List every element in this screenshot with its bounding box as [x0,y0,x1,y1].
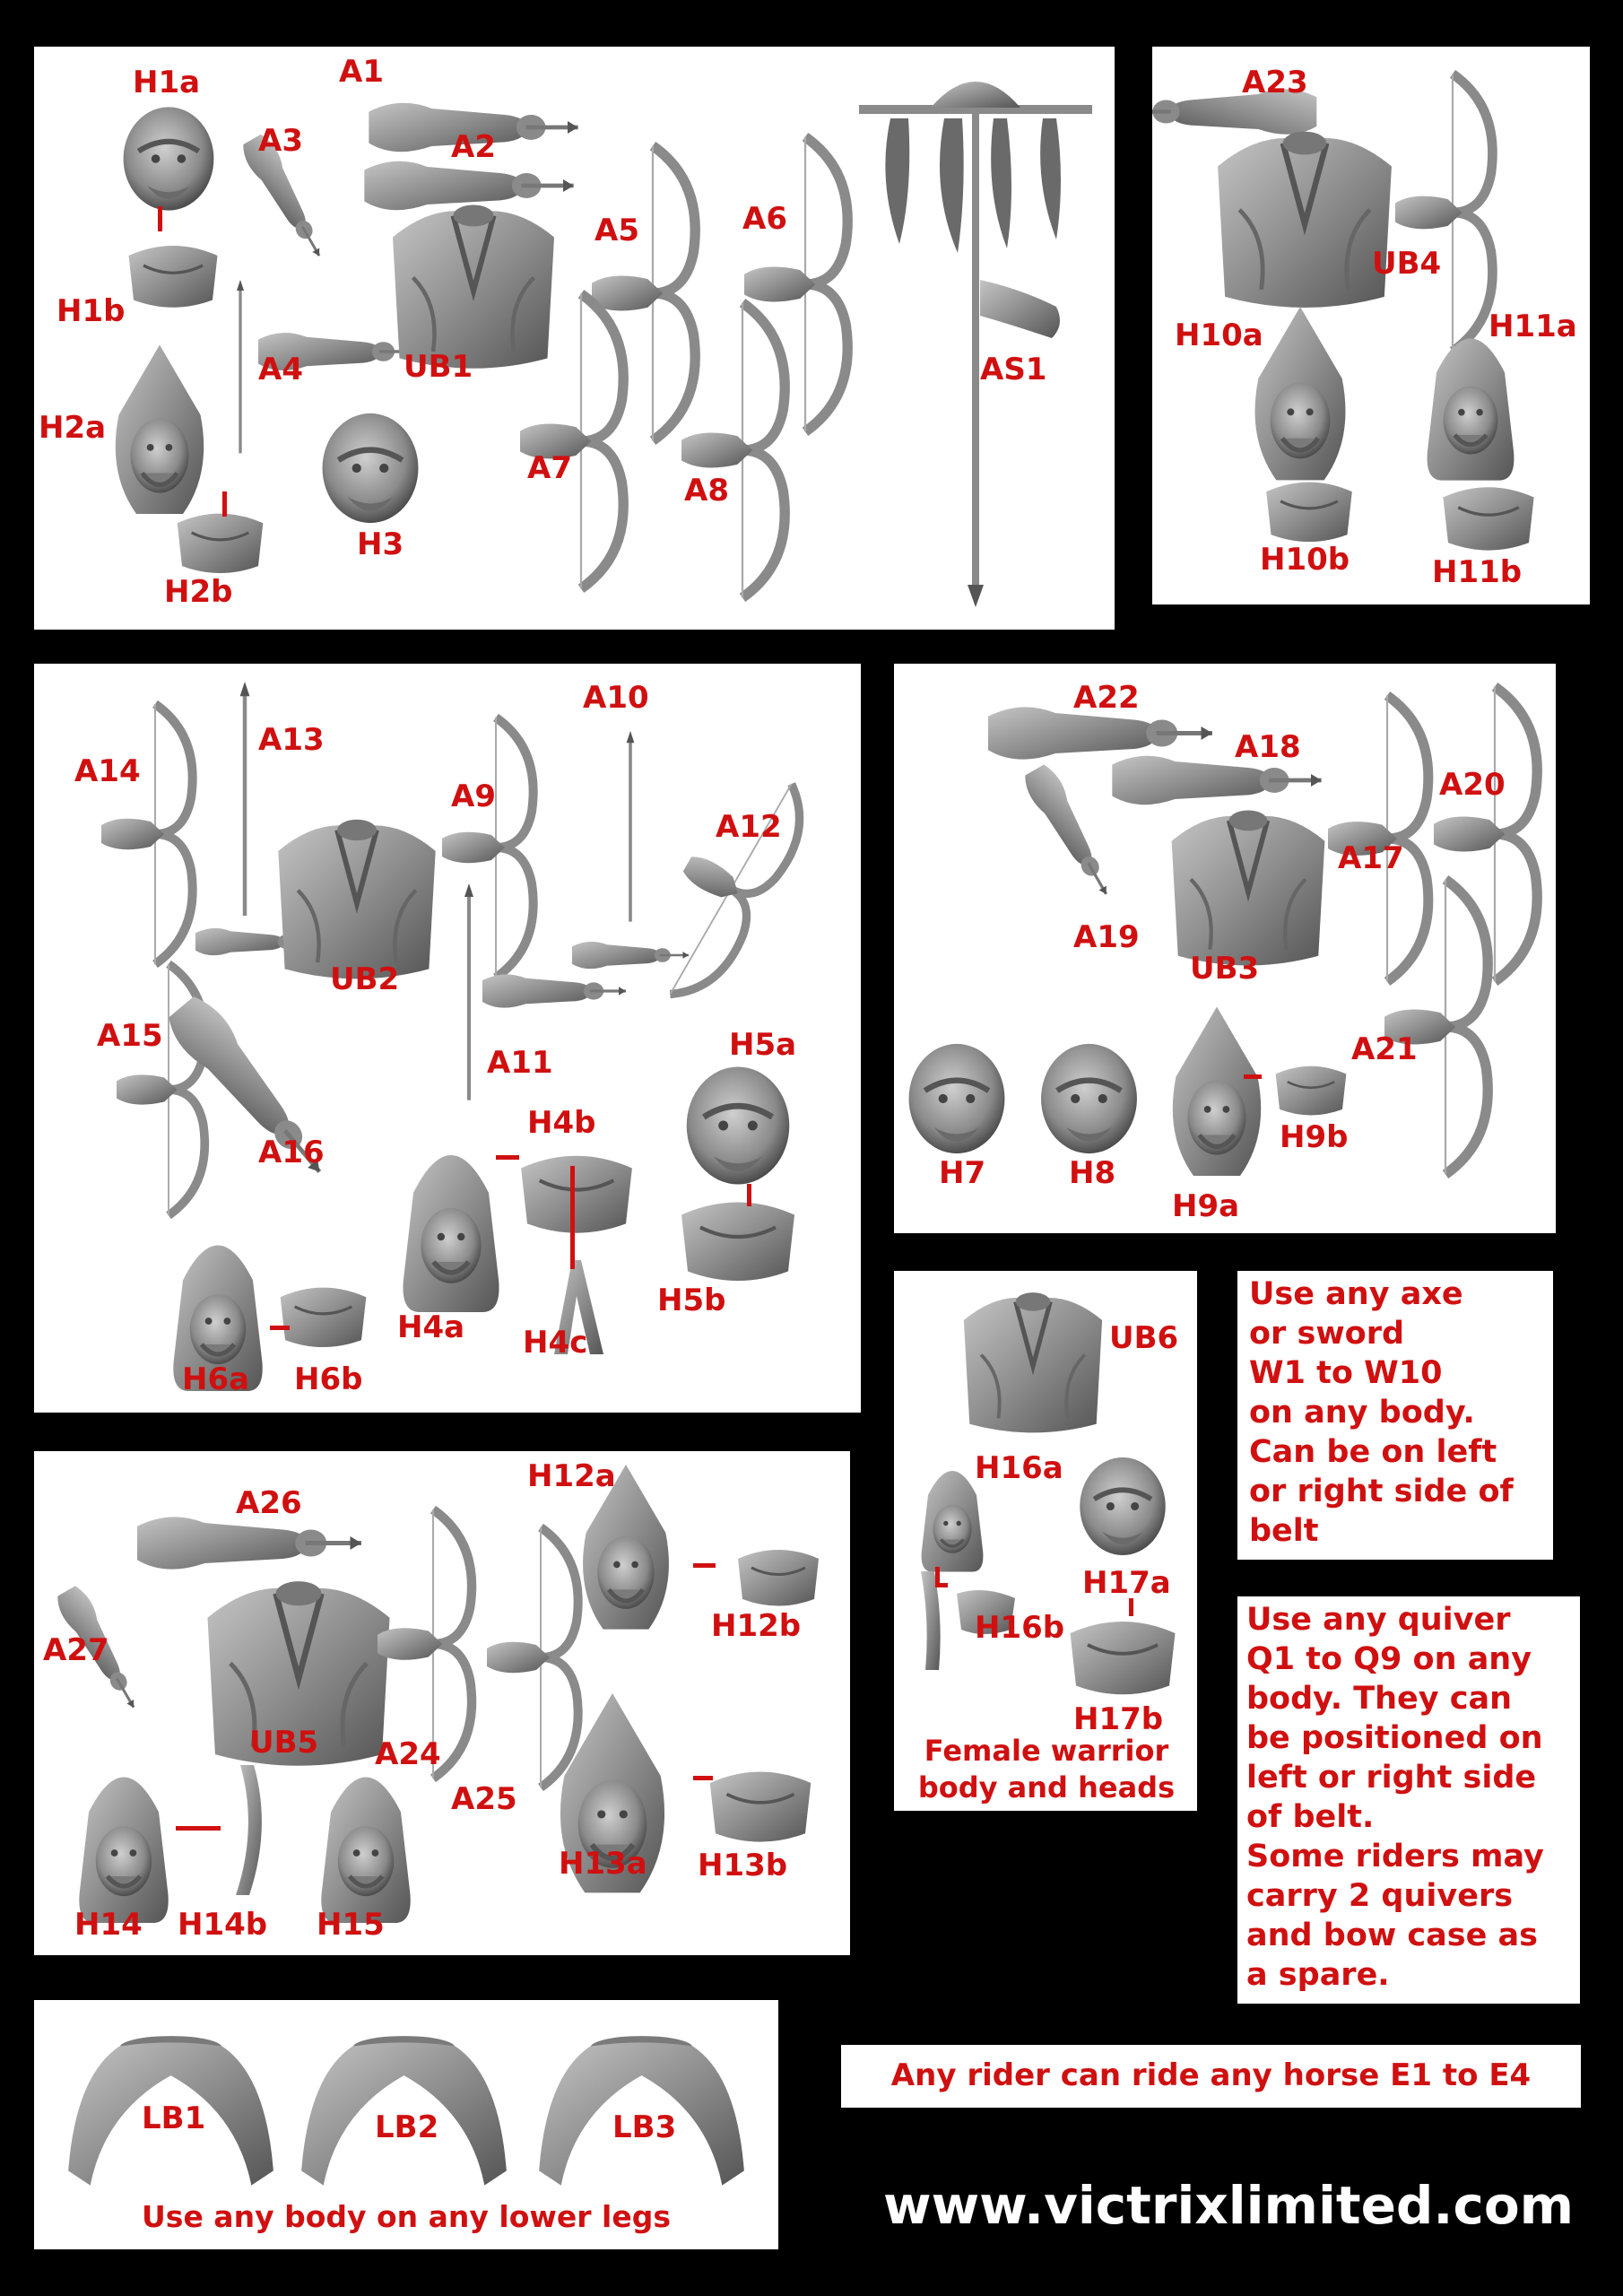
note-weapons-text: Use any axe or sword W1 to W10 on any body. Can be on left or right side of belt [1249,1276,1514,1549]
label-lb3: LB3 [612,2109,677,2145]
label-a1: A1 [339,54,384,90]
label-ub6: UB6 [1109,1320,1179,1356]
standard-as1-image [859,56,1092,612]
note-horses [841,2045,1581,2108]
label-a3: A3 [258,123,303,159]
label-h10b: H10b [1260,542,1350,578]
label-a23: A23 [1242,65,1308,100]
label-h2b: H2b [164,574,233,610]
label-h16b: H16b [975,1610,1065,1646]
label-h4a: H4a [397,1309,465,1345]
panel-parts-4 [894,664,1556,1233]
label-a12: A12 [716,809,782,845]
female-warrior-caption: Female warrior body and heads [917,1734,1176,1805]
panel-parts-2 [1152,47,1590,604]
label-a14: A14 [74,753,141,789]
label-a11: A11 [487,1045,553,1081]
label-h7: H7 [939,1155,986,1191]
label-h3: H3 [357,526,404,562]
headgear-h12b-image [716,1541,841,1613]
label-a22: A22 [1073,680,1140,716]
label-a20: A20 [1439,767,1506,803]
panel-parts-6 [34,1451,850,1955]
hooded-head-h9a-image [1159,996,1275,1193]
label-ub3: UB3 [1190,951,1260,987]
label-a17: A17 [1338,840,1404,876]
label-a16: A16 [258,1135,325,1170]
arm-bow-a12-image [626,735,841,987]
label-h11a: H11a [1488,309,1577,344]
label-h12b: H12b [711,1608,802,1644]
label-lb1: LB1 [142,2100,206,2136]
label-a13: A13 [258,722,325,758]
label-a19: A19 [1073,919,1140,955]
label-h14b: H14b [178,1907,268,1943]
upper-body-ub6-image [952,1284,1114,1437]
label-h2a: H2a [39,410,107,446]
label-a24: A24 [375,1736,441,1772]
hooded-head-h2a-image [101,343,218,522]
label-h6b: H6b [294,1361,363,1397]
label-a15: A15 [97,1018,163,1054]
note-weapons [1237,1271,1553,1560]
arm-bow-a7-image [491,289,671,594]
hooded-head-h14-image [65,1752,182,1931]
label-h5b: H5b [657,1283,726,1318]
braid-h14b-image [204,1765,285,1900]
head-h1a-image [115,96,222,222]
label-h9a: H9a [1172,1188,1240,1224]
lower-legs-caption: Use any body on any lower legs [142,2199,671,2234]
label-a9: A9 [451,778,496,814]
label-h6a: H6a [182,1361,250,1397]
label-a27: A27 [43,1632,109,1668]
label-a2: A2 [451,129,496,165]
note-quivers [1237,1596,1580,2004]
panel-lower-bodies [34,2000,778,2249]
head-h8-image [1028,1036,1150,1161]
label-a5: A5 [595,213,639,248]
arm-bow-a21-image [1360,874,1531,1179]
label-a10: A10 [583,680,649,716]
website-url[interactable]: www.victrixlimited.com [883,2175,1575,2236]
label-a7: A7 [527,450,572,486]
headgear-h17b-image [1064,1607,1181,1706]
label-h1a: H1a [133,65,201,100]
headgear-h9b-image [1262,1058,1360,1121]
label-h11b: H11b [1432,554,1523,590]
label-h13a: H13a [559,1846,647,1882]
label-h1b: H1b [56,293,126,329]
label-h17a: H17a [1082,1565,1171,1601]
label-a25: A25 [451,1781,517,1817]
headgear-h4b-image [514,1144,639,1242]
label-h17b: H17b [1073,1701,1164,1737]
label-a4: A4 [258,352,303,387]
label-ub4: UB4 [1372,246,1442,282]
label-h12a: H12a [527,1458,616,1494]
label-a6: A6 [742,201,787,237]
panel-parts-3 [34,664,861,1413]
headgear-h1b-image [124,226,222,325]
head-h3-image [312,405,429,531]
panel-parts-1 [34,47,1115,630]
label-a26: A26 [236,1485,302,1521]
label-h13b: H13b [698,1848,788,1883]
headgear-h11b-image [1426,477,1551,558]
label-h4c: H4c [523,1325,588,1361]
label-a21: A21 [1351,1031,1418,1067]
headgear-h2b-image [169,504,272,580]
note-quivers-text: Use any quiver Q1 to Q9 on any body. They can be positioned on left or right side of belt. Some riders may carry 2 quivers and bow case as a spare. [1246,1602,1544,1993]
label-ub5: UB5 [249,1725,319,1761]
headgear-h13b-image [698,1761,823,1850]
label-a8: A8 [684,473,729,509]
arm-arrow-a11-image [456,883,635,1126]
head-h7-image [898,1036,1015,1161]
head-h17a-image [1069,1450,1176,1562]
label-as1: AS1 [980,352,1047,387]
label-ub2: UB2 [330,961,400,997]
label-h16a: H16a [975,1450,1063,1486]
label-h9b: H9b [1280,1119,1349,1155]
label-ub1: UB1 [404,349,473,385]
panel-female-warrior [894,1271,1197,1811]
label-h8: H8 [1069,1155,1116,1191]
arm-bow-a8-image [666,298,819,603]
note-horses-text: Any rider can ride any horse E1 to E4 [890,2057,1532,2093]
headgear-h10b-image [1255,473,1363,549]
label-h4b: H4b [527,1105,596,1141]
label-a18: A18 [1235,729,1301,765]
label-h10a: H10a [1175,317,1263,353]
label-lb2: LB2 [375,2109,439,2145]
headgear-h6b-image [272,1278,375,1354]
headgear-h5b-image [675,1188,801,1292]
label-h5a: H5a [729,1027,797,1063]
hooded-head-h15-image [308,1752,424,1931]
label-h15: H15 [317,1907,385,1943]
head-h5a-image [671,1058,805,1193]
label-h14: H14 [74,1907,143,1943]
